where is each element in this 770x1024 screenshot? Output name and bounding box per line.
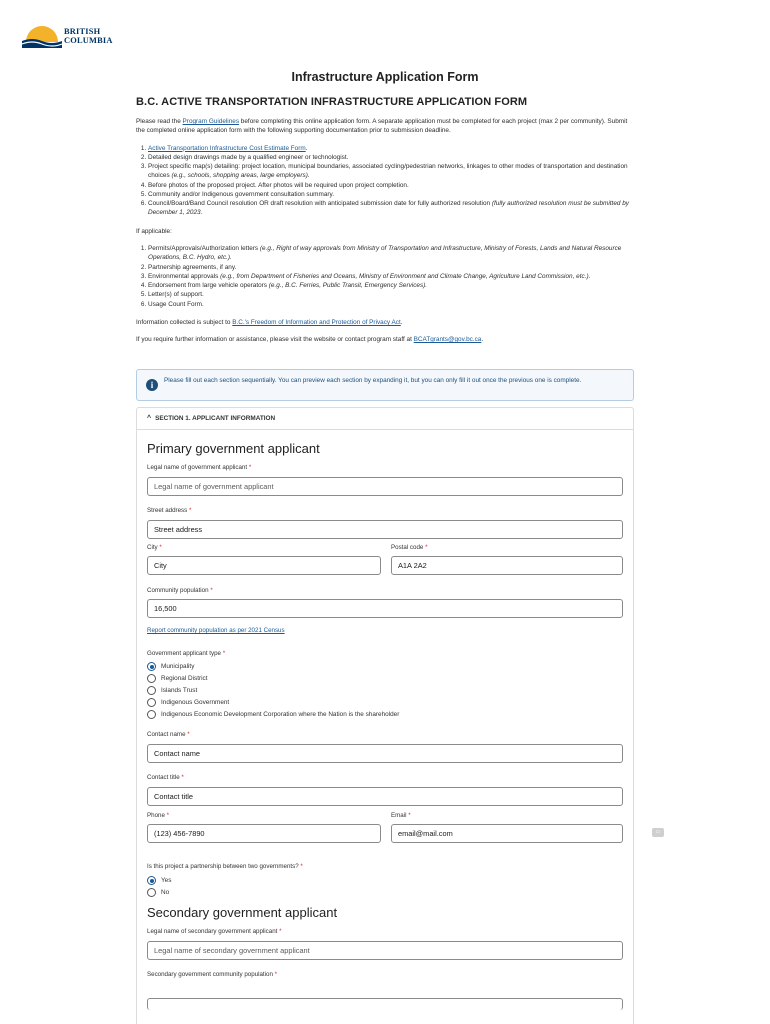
intro-paragraph <box>136 117 636 136</box>
contact-title-input[interactable] <box>147 787 623 806</box>
radio-islands-trust[interactable] <box>147 686 197 695</box>
input-value: Contact title <box>154 792 194 801</box>
input-placeholder: Legal name of secondary government applicant <box>154 946 310 955</box>
email-input[interactable] <box>391 824 623 843</box>
required-mark: * <box>210 587 213 594</box>
label-text: Secondary government community population <box>147 971 273 978</box>
input-value: A1A 2A2 <box>398 561 427 570</box>
list-item: 5. Letter(s) of support. <box>148 290 636 299</box>
list-text: Endorsement from large vehicle operators <box>148 282 269 290</box>
legal-name-label <box>147 464 251 473</box>
label-text: Is this project a partnership between two governments? <box>147 863 299 870</box>
program-guidelines-link[interactable]: Program Guidelines <box>182 117 240 125</box>
list-item <box>148 244 636 263</box>
input-value: Street address <box>154 525 203 534</box>
postal-code-label <box>391 544 428 553</box>
input-value: Contact name <box>154 749 201 758</box>
contact-title-label <box>147 774 184 783</box>
radio-icon <box>147 888 156 897</box>
page-title: Infrastructure Application Form <box>291 70 479 84</box>
label-text: Contact name <box>147 731 186 738</box>
radio-label: No <box>161 889 170 896</box>
chevron-up-icon: ^ <box>147 415 152 422</box>
list-item: 6. Usage Count Form. <box>148 300 636 309</box>
label-text: Government applicant type <box>147 650 221 657</box>
required-mark: * <box>274 971 278 978</box>
radio-icon <box>147 686 156 695</box>
radio-label: Indigenous Economic Development Corporation where the Nation is the shareholder <box>161 711 400 718</box>
radio-indigenous-edc[interactable] <box>147 710 399 719</box>
input-value: email@mail.com <box>398 829 453 838</box>
list-item <box>148 281 636 290</box>
radio-indigenous-government[interactable] <box>147 698 229 707</box>
list-emphasis: (e.g., from Department of Fisheries and Oceans, Ministry of Environment and Climate Change, Agriculture Land Commission, etc.). <box>220 272 591 280</box>
required-mark: * <box>248 464 252 471</box>
list-emphasis: (e.g., schools, shopping areas, large employers). <box>171 172 310 180</box>
city-input[interactable] <box>147 556 381 575</box>
logo-line-1: BRITISH <box>64 27 101 36</box>
bc-logo[interactable] <box>22 24 112 50</box>
email-label <box>391 812 411 821</box>
label-text: Community population <box>147 587 209 594</box>
list-text: . <box>305 144 308 152</box>
radio-regional-district[interactable] <box>147 674 208 683</box>
required-mark: * <box>181 774 184 781</box>
label-text: Postal code <box>391 544 424 551</box>
keyboard-icon[interactable]: ▭ <box>652 828 664 837</box>
secondary-name-label <box>147 928 282 937</box>
list-item: 2. Detailed design drawings made by a qualified engineer or technologist. <box>148 153 636 162</box>
list-item: 5. Community and/or Indigenous government consultation summary. <box>148 190 636 199</box>
contact-name-label <box>147 731 190 740</box>
applicant-type-label <box>147 650 225 659</box>
list-text: Project specific map(s) detailing: project location, municipal boundaries, associated cycling/pedestrian networks, linkages to other modes of transportation and destination choices <box>148 163 628 180</box>
phone-input[interactable] <box>147 824 381 843</box>
list-text: Permits/Approvals/Authorization letters <box>148 245 260 253</box>
label-text: Legal name of government applicant <box>147 464 248 471</box>
privacy-act-link[interactable]: B.C.'s Freedom of Information and Protection of Privacy Act <box>232 319 401 326</box>
contact-prefix: If you require further information or assistance, please visit the website or contact program staff at <box>136 336 414 344</box>
section-header[interactable] <box>137 408 633 430</box>
label-text: City <box>147 544 158 551</box>
label-text: Phone <box>147 812 165 819</box>
bc-logo-text <box>64 27 113 45</box>
bc-sun-icon <box>22 24 62 48</box>
street-address-label <box>147 507 191 516</box>
required-mark: * <box>187 731 190 738</box>
secondary-applicant-heading: Secondary government applicant <box>147 905 338 920</box>
primary-applicant-heading: Primary government applicant <box>147 441 320 456</box>
privacy-note <box>136 318 636 327</box>
label-text: Contact title <box>147 774 180 781</box>
label-text: Legal name of secondary government applicant <box>147 928 278 935</box>
list-text: Environmental approvals <box>148 272 221 280</box>
info-alert <box>136 369 634 401</box>
contact-suffix: . <box>481 336 484 344</box>
secondary-name-input[interactable] <box>147 941 623 960</box>
list-item: 2. Partnership agreements, if any. <box>148 263 636 272</box>
required-mark: * <box>408 812 411 819</box>
community-population-label <box>147 587 213 596</box>
contact-email-link[interactable]: BCATgrants@gov.bc.ca <box>413 336 482 344</box>
legal-name-input[interactable] <box>147 477 623 496</box>
radio-partnership-yes[interactable] <box>147 876 171 885</box>
radio-label: Regional District <box>161 675 208 682</box>
radio-municipality[interactable] <box>147 662 194 671</box>
required-mark: * <box>222 650 226 657</box>
if-applicable-label: If applicable: <box>136 227 172 235</box>
privacy-prefix: Information collected is subject to <box>136 319 233 326</box>
radio-partnership-no[interactable] <box>147 888 169 897</box>
info-alert-text: Please fill out each section sequentially. You can preview each section by expanding it, but you can only fill it out once the previous one is complete. <box>164 377 582 384</box>
list-emphasis: (fully authorized resolution must be submitted by December 1, 2023. <box>148 200 629 217</box>
phone-label <box>147 812 169 821</box>
label-text: Email <box>391 812 407 819</box>
postal-code-input[interactable] <box>391 556 623 575</box>
required-mark: * <box>300 863 303 870</box>
optional-docs-list <box>136 244 636 309</box>
radio-label: Municipality <box>161 663 195 670</box>
logo-line-2: COLUMBIA <box>64 36 113 45</box>
label-text: Street address <box>147 507 188 514</box>
required-mark: * <box>159 544 162 551</box>
intro-content <box>136 95 636 353</box>
list-item: 4. Before photos of the proposed project. After photos will be required upon project completion. <box>148 181 636 190</box>
required-docs-list <box>136 144 636 218</box>
census-link[interactable]: Report community population as per 2021 Census <box>147 627 285 634</box>
street-address-input[interactable] <box>147 520 623 539</box>
contact-name-input[interactable] <box>147 744 623 763</box>
radio-icon <box>147 674 156 683</box>
section-applicant-information <box>136 407 634 1024</box>
section-title: SECTION 1. APPLICANT INFORMATION <box>155 415 276 422</box>
input-value: (123) 456-7890 <box>154 829 205 838</box>
intro-suffix: before completing this online application form. A separate application must be completed for each project (max 2 per community). Submit the completed online application form with the following supporting documentation prior to submission deadline. <box>136 117 628 135</box>
list-item <box>148 144 636 153</box>
required-mark: * <box>188 507 192 514</box>
radio-selected-icon <box>147 662 156 671</box>
required-mark: * <box>279 928 282 935</box>
input-value: 16,500 <box>154 604 177 613</box>
secondary-population-input[interactable] <box>147 998 623 1010</box>
list-item <box>148 272 636 281</box>
form-heading: B.C. ACTIVE TRANSPORTATION INFRASTRUCTURE APPLICATION FORM <box>136 96 528 108</box>
list-text: Council/Board/Band Council resolution OR draft resolution with anticipated submission date for fully authorized resolution <box>148 200 492 208</box>
radio-label: Yes <box>161 877 172 884</box>
radio-label: Islands Trust <box>161 687 198 694</box>
list-emphasis: (e.g., B.C. Ferries, Public Transit, Emergency Services). <box>268 282 428 290</box>
radio-selected-icon <box>147 876 156 885</box>
input-value: City <box>154 561 167 570</box>
required-mark: * <box>166 812 170 819</box>
cost-estimate-form-link[interactable]: Active Transportation Infrastructure Cost Estimate Form <box>148 144 306 152</box>
required-mark: * <box>425 544 428 551</box>
list-emphasis: (e.g., Right of way approvals from Ministry of Transportation and Infrastructure, Ministry of Forests, Lands and Natural Resource Operations, B.C. Hydro, etc.). <box>148 245 622 262</box>
secondary-population-label <box>147 971 277 980</box>
privacy-suffix: . <box>400 319 403 326</box>
intro-prefix: Please read the <box>136 117 183 125</box>
info-icon: i <box>146 379 158 391</box>
radio-icon <box>147 710 156 719</box>
contact-note <box>136 335 636 344</box>
list-item <box>148 199 636 218</box>
partnership-label <box>147 863 303 872</box>
input-placeholder: Legal name of government applicant <box>154 482 274 491</box>
radio-label: Indigenous Government <box>161 699 230 706</box>
city-label <box>147 544 162 553</box>
radio-icon <box>147 698 156 707</box>
community-population-input[interactable] <box>147 599 623 618</box>
list-item <box>148 162 636 181</box>
